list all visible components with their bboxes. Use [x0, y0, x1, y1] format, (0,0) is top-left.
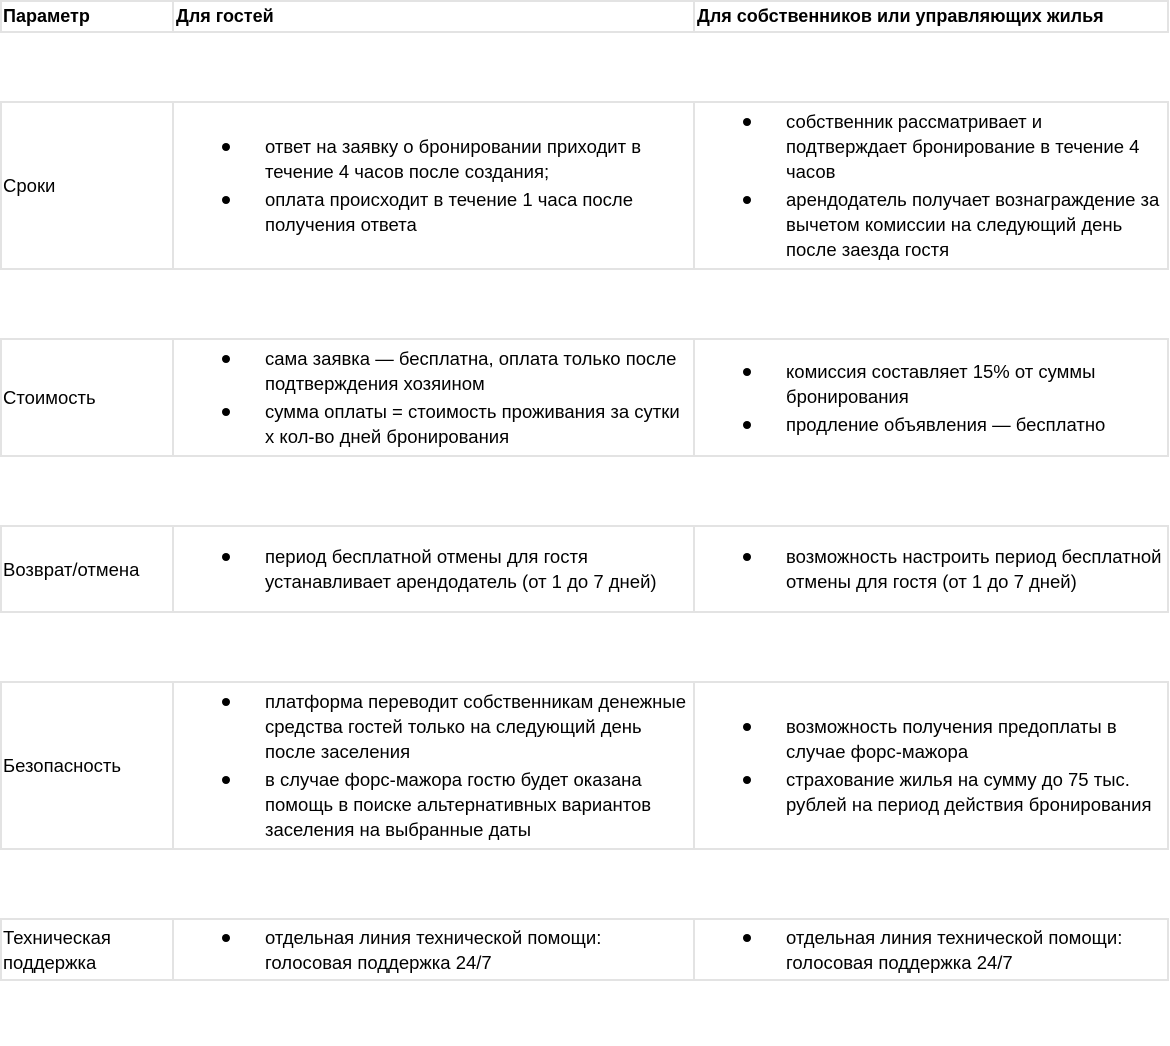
list-item	[174, 544, 693, 594]
param-cell: Возврат/отмена	[2, 527, 174, 611]
table-header-row	[0, 2, 1169, 33]
bullet-icon	[743, 553, 751, 561]
list-item-text: сама заявка — бесплатна, оплата только после подтверждения хозяином	[265, 348, 677, 394]
guests-cell	[174, 920, 695, 979]
table-row-security	[0, 683, 1169, 850]
guests-cell	[174, 527, 695, 611]
owners-cell	[695, 103, 1167, 268]
table-row-support	[0, 920, 1169, 981]
list-item	[695, 767, 1167, 817]
table-row-cost	[0, 340, 1169, 457]
bullet-icon	[222, 934, 230, 942]
owners-cell	[695, 527, 1167, 611]
list-item	[695, 412, 1167, 437]
list-item	[695, 109, 1167, 184]
header-owners: Для собственников или управляющих жилья	[697, 6, 1104, 26]
param-cell: Сроки	[2, 103, 174, 268]
bullet-icon	[743, 118, 751, 126]
param-cell: Безопасность	[2, 683, 174, 848]
spacer-row	[0, 33, 1169, 103]
list-item-text: отдельная линия технической помощи: голосовая поддержка 24/7	[265, 926, 602, 973]
bullet-icon	[743, 934, 751, 942]
list-item-text: оплата происходит в течение 1 часа после получения ответа	[265, 189, 634, 235]
list-item	[174, 925, 693, 975]
bullet-icon	[222, 553, 230, 561]
owners-cell	[695, 683, 1167, 848]
list-item-text: отдельная линия технической помощи: голосовая поддержка 24/7	[786, 926, 1123, 973]
bullet-icon	[743, 196, 751, 204]
guests-list	[174, 922, 693, 978]
list-item	[174, 134, 693, 184]
list-item	[174, 767, 693, 842]
list-item-text: возможность получения предоплаты в случае форс-мажора	[786, 716, 1117, 762]
bullet-icon	[743, 776, 751, 784]
list-item	[695, 714, 1167, 764]
owners-list	[695, 541, 1167, 597]
list-item-text: платформа переводит собственникам денежные средства гостей только на следующий день после заселения	[265, 691, 686, 762]
param-cell: Техническая поддержка	[2, 920, 174, 979]
header-guests: Для гостей	[174, 2, 695, 31]
owners-cell	[695, 920, 1167, 979]
bullet-icon	[743, 421, 751, 429]
bullet-icon	[743, 723, 751, 731]
owners-list	[695, 711, 1167, 820]
list-item-text: период бесплатной отмены для гостя устанавливает арендодатель (от 1 до 7 дней)	[265, 546, 657, 592]
param-cell: Стоимость	[2, 340, 174, 455]
list-item-text: сумма оплаты = стоимость проживания за сутки х кол-во дней бронирования	[265, 401, 680, 447]
list-item	[174, 399, 693, 449]
list-item-text: продление объявления — бесплатно	[786, 413, 1106, 435]
guests-cell	[174, 340, 695, 455]
list-item-text: собственник рассматривает и подтверждает бронирование в течение 4 часов	[786, 111, 1140, 182]
list-item-text: арендодатель получает вознаграждение за вычетом комиссии на следующий день после заезда гостя	[786, 189, 1160, 260]
header-param: Параметр	[2, 2, 174, 31]
bullet-icon	[743, 368, 751, 376]
owners-list	[695, 356, 1167, 440]
list-item-text: комиссия составляет 15% от суммы бронирования	[786, 360, 1096, 407]
spacer-row	[0, 270, 1169, 340]
list-item-text: страхование жилья на сумму до 75 тыс. рублей на период действия бронирования	[786, 769, 1152, 815]
spacer-row	[0, 457, 1169, 527]
list-item	[695, 544, 1167, 594]
table-row-terms	[0, 103, 1169, 270]
list-item	[174, 346, 693, 396]
guests-list	[174, 343, 693, 452]
owners-list	[695, 922, 1167, 978]
list-item	[174, 689, 693, 764]
bullet-icon	[222, 776, 230, 784]
guests-cell	[174, 683, 695, 848]
list-item	[695, 187, 1167, 262]
list-item-text: возможность настроить период бесплатной отмены для гостя (от 1 до 7 дней)	[786, 546, 1162, 592]
bullet-icon	[222, 408, 230, 416]
list-item-text: ответ на заявку о бронировании приходит в течение 4 часов после создания;	[265, 136, 642, 182]
bullet-icon	[222, 698, 230, 706]
owners-cell	[695, 340, 1167, 455]
list-item	[695, 359, 1167, 409]
list-item-text: в случае форс-мажора гостю будет оказана помощь в поиске альтернативных вариантов заселения на выбранные даты	[265, 769, 652, 840]
guests-list	[174, 131, 693, 240]
spacer-row	[0, 613, 1169, 683]
guests-list	[174, 541, 693, 597]
spacer-row	[0, 850, 1169, 920]
guests-list	[174, 686, 693, 845]
list-item	[695, 925, 1167, 975]
bullet-icon	[222, 355, 230, 363]
bullet-icon	[222, 196, 230, 204]
owners-list	[695, 106, 1167, 265]
guests-cell	[174, 103, 695, 268]
list-item	[174, 187, 693, 237]
bullet-icon	[222, 143, 230, 151]
table-row-refund	[0, 527, 1169, 613]
